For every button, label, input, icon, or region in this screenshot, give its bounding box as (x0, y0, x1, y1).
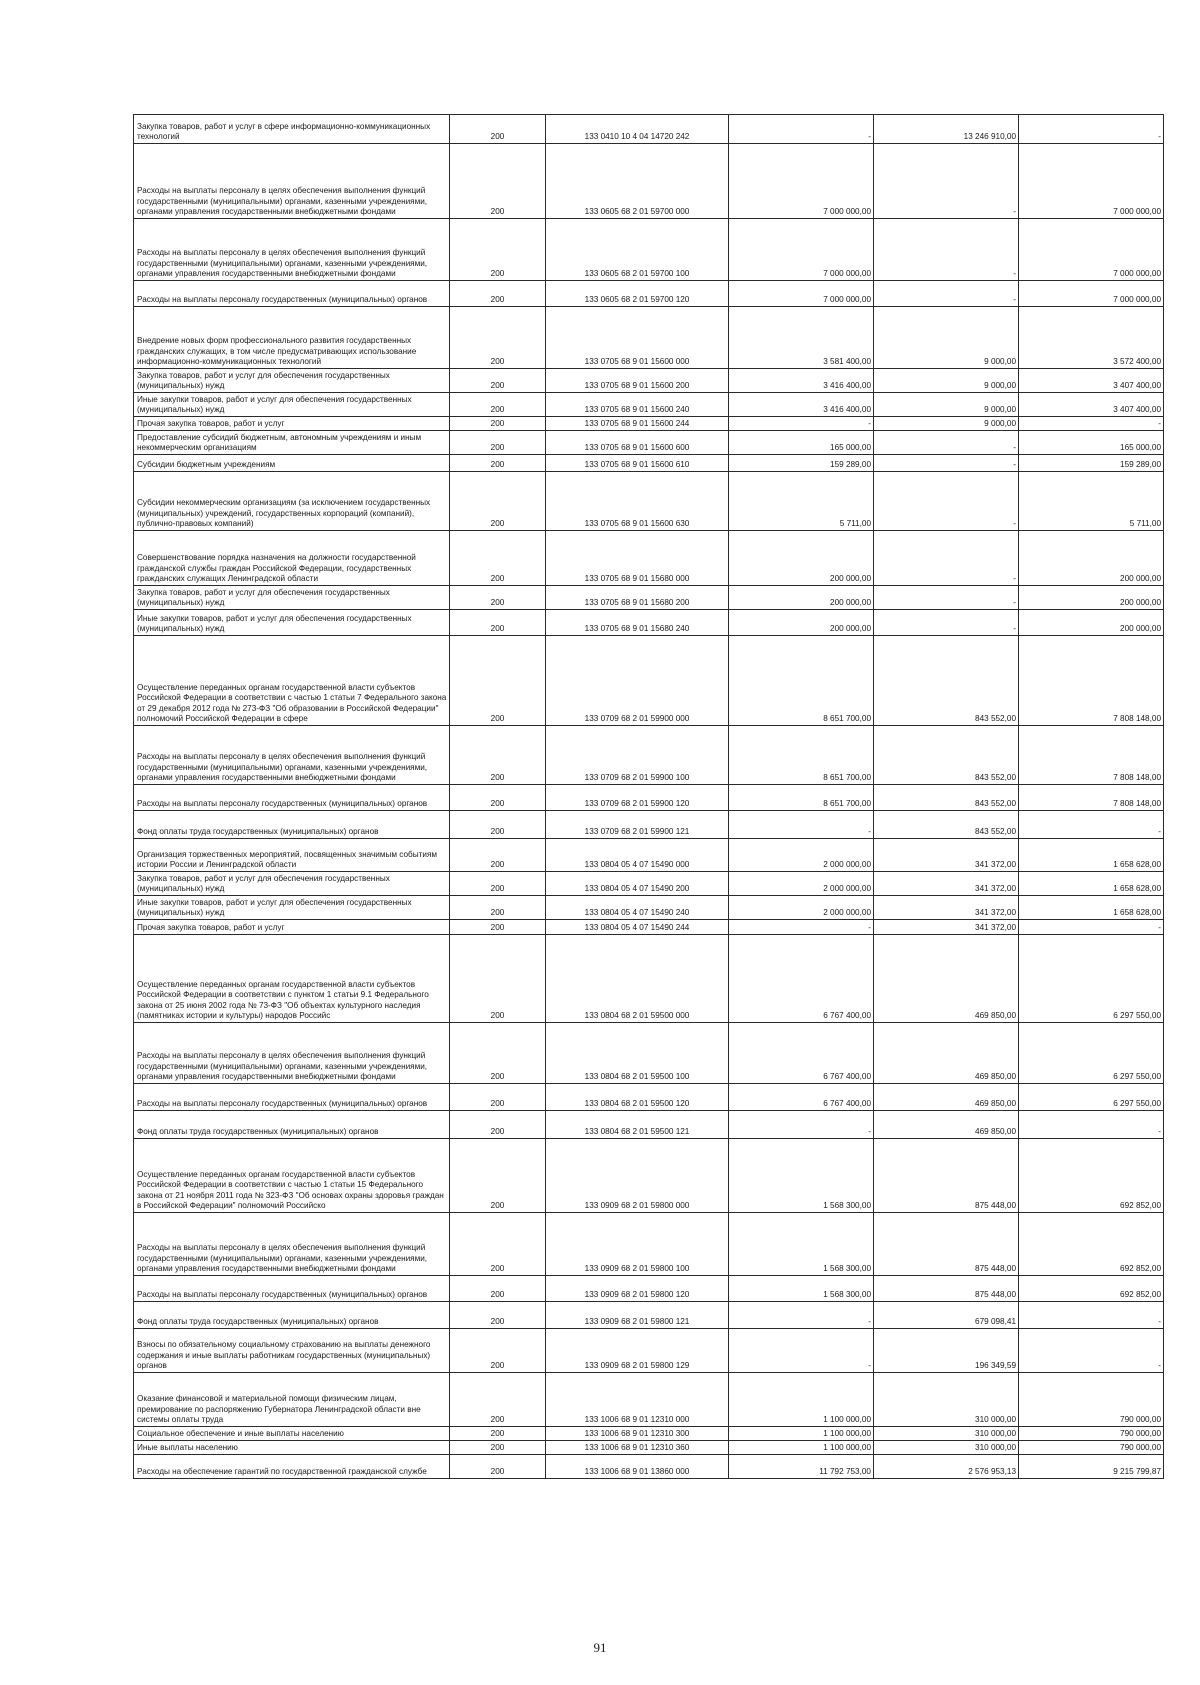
row-budget-code: 133 0909 68 2 01 59800 129 (546, 1329, 729, 1373)
row-name: Оказание финансовой и материальной помощи физическим лицам, премирование по распоряжению Губернатора Ленинградской области вне системы оплаты труда (134, 1373, 450, 1427)
table-row (134, 455, 1164, 472)
table-row (134, 1441, 1164, 1455)
row-name: Субсидии некоммерческим организациям (за исключением государственных (муниципальных) учреждений, государственных корпораций (компаний), публично-правовых компаний) (134, 472, 450, 531)
row-approved-amount: 159 289,00 (729, 455, 874, 472)
row-code: 200 (450, 1427, 546, 1441)
row-code: 200 (450, 839, 546, 872)
row-budget-code: 133 0804 68 2 01 59500 120 (546, 1084, 729, 1111)
row-remainder-amount: - (1019, 1329, 1164, 1373)
row-name: Осуществление переданных органам государственной власти субъектов Российской Федерации в соответствии с частью 1 статьи 15 Федерального закона от 21 ноября 2011 года № 323-ФЗ "Об основах охраны здоровья граждан в Российской Федерации" полномочий Российско (134, 1139, 450, 1213)
row-remainder-amount: 692 852,00 (1019, 1139, 1164, 1213)
row-budget-code: 133 0705 68 9 01 15600 630 (546, 472, 729, 531)
row-name: Фонд оплаты труда государственных (муниципальных) органов (134, 1302, 450, 1329)
table-row (134, 1023, 1164, 1084)
row-code: 200 (450, 1455, 546, 1479)
row-budget-code: 133 0804 68 2 01 59500 000 (546, 935, 729, 1023)
row-executed-amount: 843 552,00 (874, 811, 1019, 839)
row-budget-code: 133 0909 68 2 01 59800 100 (546, 1213, 729, 1276)
row-budget-code: 133 0605 68 2 01 59700 100 (546, 219, 729, 281)
row-approved-amount: 2 000 000,00 (729, 839, 874, 872)
row-remainder-amount: - (1019, 811, 1164, 839)
row-code: 200 (450, 455, 546, 472)
row-name: Иные выплаты населению (134, 1441, 450, 1455)
row-executed-amount: 875 448,00 (874, 1213, 1019, 1276)
row-budget-code: 133 0705 68 9 01 15600 610 (546, 455, 729, 472)
row-budget-code: 133 1006 68 9 01 12310 300 (546, 1427, 729, 1441)
table-row (134, 1455, 1164, 1479)
row-approved-amount: 3 581 400,00 (729, 307, 874, 369)
row-code: 200 (450, 1373, 546, 1427)
row-code: 200 (450, 472, 546, 531)
row-executed-amount: 875 448,00 (874, 1276, 1019, 1302)
row-approved-amount: 1 100 000,00 (729, 1427, 874, 1441)
row-name: Предоставление субсидий бюджетным, автономным учреждениям и иным некоммерческим организациям (134, 431, 450, 455)
row-code: 200 (450, 417, 546, 431)
row-budget-code: 133 0705 68 9 01 15600 240 (546, 393, 729, 417)
row-remainder-amount: 6 297 550,00 (1019, 935, 1164, 1023)
table-body (134, 115, 1164, 1479)
budget-table-container (133, 114, 1163, 1479)
row-name: Субсидии бюджетным учреждениям (134, 455, 450, 472)
row-remainder-amount: 3 407 400,00 (1019, 393, 1164, 417)
row-name: Расходы на выплаты персоналу в целях обеспечения выполнения функций государственными (муниципальными) органами, казенными учреждениями, органами управления государственными внебюджетными фондами (134, 1023, 450, 1084)
row-code: 200 (450, 610, 546, 636)
row-code: 200 (450, 920, 546, 935)
row-approved-amount: 2 000 000,00 (729, 896, 874, 920)
table-row (134, 115, 1164, 144)
row-approved-amount: - (729, 1329, 874, 1373)
row-budget-code: 133 0709 68 2 01 59900 100 (546, 726, 729, 785)
row-executed-amount: 310 000,00 (874, 1427, 1019, 1441)
row-remainder-amount: 6 297 550,00 (1019, 1023, 1164, 1084)
row-code: 200 (450, 144, 546, 219)
row-executed-amount: 196 349,59 (874, 1329, 1019, 1373)
row-executed-amount: 9 000,00 (874, 393, 1019, 417)
table-row (134, 1329, 1164, 1373)
row-executed-amount: 469 850,00 (874, 935, 1019, 1023)
row-code: 200 (450, 811, 546, 839)
row-remainder-amount: 7 808 148,00 (1019, 726, 1164, 785)
row-executed-amount: - (874, 531, 1019, 586)
row-remainder-amount: - (1019, 920, 1164, 935)
row-executed-amount: 341 372,00 (874, 839, 1019, 872)
table-row (134, 1084, 1164, 1111)
table-row (134, 1213, 1164, 1276)
row-remainder-amount: 3 572 400,00 (1019, 307, 1164, 369)
table-row (134, 1111, 1164, 1139)
row-approved-amount: 6 767 400,00 (729, 1023, 874, 1084)
row-remainder-amount: 790 000,00 (1019, 1441, 1164, 1455)
row-executed-amount: - (874, 144, 1019, 219)
row-budget-code: 133 0804 05 4 07 15490 000 (546, 839, 729, 872)
row-name: Расходы на выплаты персоналу государственных (муниципальных) органов (134, 1084, 450, 1111)
row-name: Расходы на выплаты персоналу в целях обеспечения выполнения функций государственными (муниципальными) органами, казенными учреждениями, органами управления государственными внебюджетными фондами (134, 1213, 450, 1276)
table-row (134, 811, 1164, 839)
row-executed-amount: - (874, 610, 1019, 636)
row-executed-amount: - (874, 431, 1019, 455)
row-approved-amount: 3 416 400,00 (729, 369, 874, 393)
row-name: Закупка товаров, работ и услуг в сфере информационно-коммуникационных технологий (134, 115, 450, 144)
row-remainder-amount: 692 852,00 (1019, 1276, 1164, 1302)
row-approved-amount: 1 100 000,00 (729, 1441, 874, 1455)
row-budget-code: 133 0705 68 9 01 15600 000 (546, 307, 729, 369)
row-name: Расходы на выплаты персоналу в целях обеспечения выполнения функций государственными (муниципальными) органами, казенными учреждениями, органами управления государственными внебюджетными фондами (134, 219, 450, 281)
row-executed-amount: - (874, 472, 1019, 531)
row-name: Прочая закупка товаров, работ и услуг (134, 417, 450, 431)
row-approved-amount: 8 651 700,00 (729, 636, 874, 726)
budget-execution-table (133, 114, 1164, 1479)
row-code: 200 (450, 1302, 546, 1329)
row-budget-code: 133 1006 68 9 01 12310 360 (546, 1441, 729, 1455)
row-approved-amount: 3 416 400,00 (729, 393, 874, 417)
row-executed-amount: 843 552,00 (874, 785, 1019, 811)
row-remainder-amount: 1 658 628,00 (1019, 839, 1164, 872)
row-executed-amount: 679 098,41 (874, 1302, 1019, 1329)
table-row (134, 896, 1164, 920)
row-executed-amount: 9 000,00 (874, 417, 1019, 431)
row-approved-amount: 6 767 400,00 (729, 935, 874, 1023)
table-row (134, 144, 1164, 219)
row-code: 200 (450, 1084, 546, 1111)
table-row (134, 636, 1164, 726)
row-budget-code: 133 0605 68 2 01 59700 120 (546, 281, 729, 307)
row-budget-code: 133 0705 68 9 01 15600 600 (546, 431, 729, 455)
row-remainder-amount: 790 000,00 (1019, 1427, 1164, 1441)
row-code: 200 (450, 1329, 546, 1373)
row-name: Социальное обеспечение и иные выплаты населению (134, 1427, 450, 1441)
table-row (134, 610, 1164, 636)
row-remainder-amount: 1 658 628,00 (1019, 872, 1164, 896)
row-budget-code: 133 0804 05 4 07 15490 244 (546, 920, 729, 935)
row-budget-code: 133 0709 68 2 01 59900 120 (546, 785, 729, 811)
row-name: Расходы на выплаты персоналу государственных (муниципальных) органов (134, 785, 450, 811)
row-code: 200 (450, 872, 546, 896)
table-row (134, 920, 1164, 935)
row-code: 200 (450, 1111, 546, 1139)
row-executed-amount: 13 246 910,00 (874, 115, 1019, 144)
row-executed-amount: 310 000,00 (874, 1373, 1019, 1427)
row-approved-amount: - (729, 1111, 874, 1139)
row-budget-code: 133 0804 05 4 07 15490 240 (546, 896, 729, 920)
row-code: 200 (450, 307, 546, 369)
row-name: Расходы на выплаты персоналу в целях обеспечения выполнения функций государственными (муниципальными) органами, казенными учреждениями, органами управления государственными внебюджетными фондами (134, 726, 450, 785)
row-executed-amount: 843 552,00 (874, 726, 1019, 785)
row-executed-amount: 2 576 953,13 (874, 1455, 1019, 1479)
row-code: 200 (450, 896, 546, 920)
row-approved-amount: 1 568 300,00 (729, 1139, 874, 1213)
row-remainder-amount: 1 658 628,00 (1019, 896, 1164, 920)
row-code: 200 (450, 1213, 546, 1276)
table-row (134, 1427, 1164, 1441)
row-code: 200 (450, 393, 546, 417)
row-name: Прочая закупка товаров, работ и услуг (134, 920, 450, 935)
table-row (134, 431, 1164, 455)
row-remainder-amount: 6 297 550,00 (1019, 1084, 1164, 1111)
row-name: Осуществление переданных органам государственной власти субъектов Российской Федерации в соответствии с частью 1 статьи 7 Федерального закона от 29 декабря 2012 года № 273-ФЗ "Об образовании в Российской Федерации" полномочий Российской Федерации в сфере (134, 636, 450, 726)
row-approved-amount: 6 767 400,00 (729, 1084, 874, 1111)
row-executed-amount: 310 000,00 (874, 1441, 1019, 1455)
row-budget-code: 133 0705 68 9 01 15600 200 (546, 369, 729, 393)
row-code: 200 (450, 1139, 546, 1213)
row-remainder-amount: 159 289,00 (1019, 455, 1164, 472)
row-remainder-amount: 9 215 799,87 (1019, 1455, 1164, 1479)
row-code: 200 (450, 785, 546, 811)
row-remainder-amount: 7 000 000,00 (1019, 144, 1164, 219)
row-approved-amount: - (729, 811, 874, 839)
table-row (134, 935, 1164, 1023)
table-row (134, 369, 1164, 393)
row-approved-amount: - (729, 920, 874, 935)
table-row (134, 586, 1164, 610)
row-name: Совершенствование порядка назначения на должности государственной гражданской службы граждан Российской Федерации, государственных гражданских служащих Ленинградской области (134, 531, 450, 586)
row-remainder-amount: 7 000 000,00 (1019, 219, 1164, 281)
row-remainder-amount: 790 000,00 (1019, 1373, 1164, 1427)
row-executed-amount: 469 850,00 (874, 1023, 1019, 1084)
row-budget-code: 133 0909 68 2 01 59800 120 (546, 1276, 729, 1302)
table-row (134, 307, 1164, 369)
row-approved-amount: 7 000 000,00 (729, 281, 874, 307)
row-budget-code: 133 1006 68 9 01 13860 000 (546, 1455, 729, 1479)
row-name: Иные закупки товаров, работ и услуг для обеспечения государственных (муниципальных) нужд (134, 393, 450, 417)
table-row (134, 872, 1164, 896)
row-remainder-amount: - (1019, 1111, 1164, 1139)
row-budget-code: 133 0909 68 2 01 59800 000 (546, 1139, 729, 1213)
row-code: 200 (450, 935, 546, 1023)
row-name: Внедрение новых форм профессионального развития государственных гражданских служащих, в том числе предусматривающих использование информационно-коммуникационных технологий (134, 307, 450, 369)
row-approved-amount: 8 651 700,00 (729, 726, 874, 785)
row-remainder-amount: - (1019, 1302, 1164, 1329)
page-number: 91 (593, 1640, 607, 1655)
row-name: Иные закупки товаров, работ и услуг для обеспечения государственных (муниципальных) нужд (134, 610, 450, 636)
row-name: Организация торжественных мероприятий, посвященных значимым событиям истории России и Ленинградской области (134, 839, 450, 872)
row-approved-amount: 2 000 000,00 (729, 872, 874, 896)
table-row (134, 393, 1164, 417)
table-row (134, 785, 1164, 811)
row-budget-code: 133 1006 68 9 01 12310 000 (546, 1373, 729, 1427)
table-row (134, 417, 1164, 431)
row-name: Закупка товаров, работ и услуг для обеспечения государственных (муниципальных) нужд (134, 369, 450, 393)
row-executed-amount: 9 000,00 (874, 307, 1019, 369)
row-approved-amount: - (729, 1302, 874, 1329)
row-remainder-amount: 200 000,00 (1019, 531, 1164, 586)
row-name: Фонд оплаты труда государственных (муниципальных) органов (134, 1111, 450, 1139)
row-remainder-amount: 692 852,00 (1019, 1213, 1164, 1276)
row-budget-code: 133 0804 68 2 01 59500 100 (546, 1023, 729, 1084)
row-remainder-amount: 165 000,00 (1019, 431, 1164, 455)
row-code: 200 (450, 369, 546, 393)
row-approved-amount: 200 000,00 (729, 586, 874, 610)
row-budget-code: 133 0909 68 2 01 59800 121 (546, 1302, 729, 1329)
table-row (134, 1373, 1164, 1427)
row-remainder-amount: 7 808 148,00 (1019, 636, 1164, 726)
row-executed-amount: 341 372,00 (874, 872, 1019, 896)
row-approved-amount: 5 711,00 (729, 472, 874, 531)
row-code: 200 (450, 1276, 546, 1302)
row-approved-amount: 1 568 300,00 (729, 1213, 874, 1276)
row-executed-amount: 843 552,00 (874, 636, 1019, 726)
row-remainder-amount: 3 407 400,00 (1019, 369, 1164, 393)
row-budget-code: 133 0605 68 2 01 59700 000 (546, 144, 729, 219)
row-approved-amount: 8 651 700,00 (729, 785, 874, 811)
table-row (134, 531, 1164, 586)
row-approved-amount: 165 000,00 (729, 431, 874, 455)
row-remainder-amount: - (1019, 417, 1164, 431)
row-code: 200 (450, 115, 546, 144)
row-executed-amount: - (874, 281, 1019, 307)
row-budget-code: 133 0410 10 4 04 14720 242 (546, 115, 729, 144)
row-approved-amount: 200 000,00 (729, 531, 874, 586)
row-approved-amount: 1 100 000,00 (729, 1373, 874, 1427)
row-budget-code: 133 0709 68 2 01 59900 000 (546, 636, 729, 726)
row-code: 200 (450, 531, 546, 586)
row-code: 200 (450, 219, 546, 281)
table-row (134, 1276, 1164, 1302)
row-executed-amount: 469 850,00 (874, 1084, 1019, 1111)
row-approved-amount: 7 000 000,00 (729, 144, 874, 219)
table-row (134, 281, 1164, 307)
row-name: Фонд оплаты труда государственных (муниципальных) органов (134, 811, 450, 839)
row-code: 200 (450, 1441, 546, 1455)
row-executed-amount: 341 372,00 (874, 920, 1019, 935)
row-executed-amount: - (874, 219, 1019, 281)
row-remainder-amount: 7 000 000,00 (1019, 281, 1164, 307)
table-row (134, 472, 1164, 531)
row-budget-code: 133 0804 68 2 01 59500 121 (546, 1111, 729, 1139)
table-row (134, 839, 1164, 872)
row-name: Расходы на выплаты персоналу в целях обеспечения выполнения функций государственными (муниципальными) органами, казенными учреждениями, органами управления государственными внебюджетными фондами (134, 144, 450, 219)
row-name: Закупка товаров, работ и услуг для обеспечения государственных (муниципальных) нужд (134, 586, 450, 610)
row-code: 200 (450, 1023, 546, 1084)
row-name: Закупка товаров, работ и услуг для обеспечения государственных (муниципальных) нужд (134, 872, 450, 896)
row-executed-amount: 341 372,00 (874, 896, 1019, 920)
row-budget-code: 133 0705 68 9 01 15680 200 (546, 586, 729, 610)
table-row (134, 1139, 1164, 1213)
row-executed-amount: 9 000,00 (874, 369, 1019, 393)
row-approved-amount: - (729, 417, 874, 431)
row-name: Расходы на выплаты персоналу государственных (муниципальных) органов (134, 1276, 450, 1302)
row-code: 200 (450, 726, 546, 785)
row-remainder-amount: 200 000,00 (1019, 586, 1164, 610)
row-executed-amount: - (874, 455, 1019, 472)
row-executed-amount: - (874, 586, 1019, 610)
row-budget-code: 133 0709 68 2 01 59900 121 (546, 811, 729, 839)
row-code: 200 (450, 281, 546, 307)
row-name: Расходы на выплаты персоналу государственных (муниципальных) органов (134, 281, 450, 307)
row-approved-amount: 200 000,00 (729, 610, 874, 636)
row-name: Осуществление переданных органам государственной власти субъектов Российской Федерации в соответствии с пунктом 1 статьи 9.1 Федерального закона от 25 июня 2002 года № 73-ФЗ "Об объектах культурного наследия (памятниках истории и культуры) народов Российс (134, 935, 450, 1023)
row-budget-code: 133 0705 68 9 01 15600 244 (546, 417, 729, 431)
row-executed-amount: 875 448,00 (874, 1139, 1019, 1213)
row-approved-amount: 1 568 300,00 (729, 1276, 874, 1302)
row-executed-amount: 469 850,00 (874, 1111, 1019, 1139)
row-name: Иные закупки товаров, работ и услуг для обеспечения государственных (муниципальных) нужд (134, 896, 450, 920)
table-row (134, 1302, 1164, 1329)
row-budget-code: 133 0705 68 9 01 15680 240 (546, 610, 729, 636)
row-code: 200 (450, 586, 546, 610)
row-budget-code: 133 0705 68 9 01 15680 000 (546, 531, 729, 586)
row-remainder-amount: - (1019, 115, 1164, 144)
row-code: 200 (450, 636, 546, 726)
row-name: Расходы на обеспечение гарантий по государственной гражданской службе (134, 1455, 450, 1479)
row-budget-code: 133 0804 05 4 07 15490 200 (546, 872, 729, 896)
row-remainder-amount: 7 808 148,00 (1019, 785, 1164, 811)
row-name: Взносы по обязательному социальному страхованию на выплаты денежного содержания и иные выплаты работникам государственных (муниципальных) органов (134, 1329, 450, 1373)
row-remainder-amount: 5 711,00 (1019, 472, 1164, 531)
row-code: 200 (450, 431, 546, 455)
table-row (134, 726, 1164, 785)
table-row (134, 219, 1164, 281)
row-remainder-amount: 200 000,00 (1019, 610, 1164, 636)
row-approved-amount: - (729, 115, 874, 144)
row-approved-amount: 7 000 000,00 (729, 219, 874, 281)
row-approved-amount: 11 792 753,00 (729, 1455, 874, 1479)
